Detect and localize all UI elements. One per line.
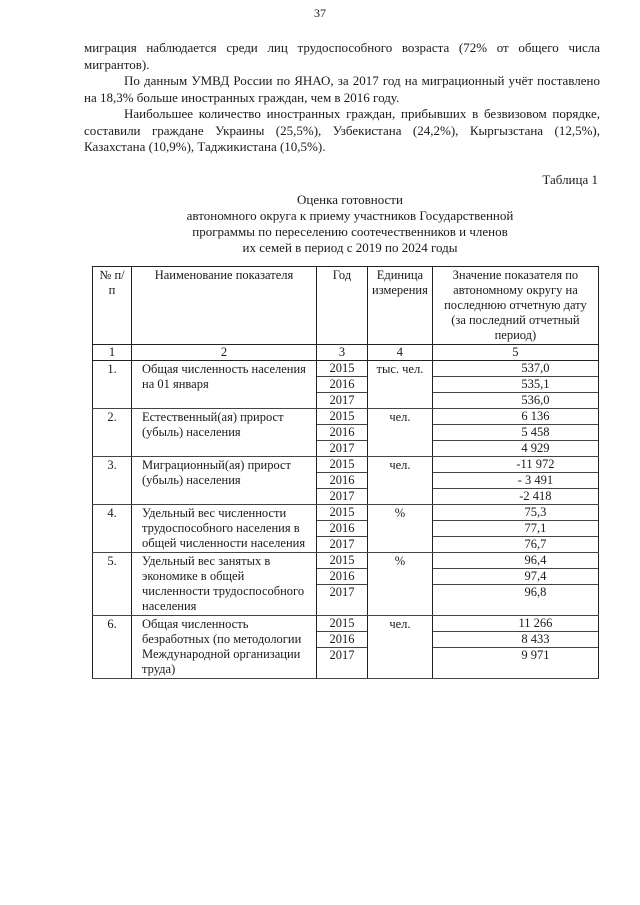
column-number: 1 <box>93 345 132 361</box>
unit-cell: чел. <box>368 457 433 505</box>
table-title <box>150 192 550 256</box>
indicator-value: 97,4 <box>433 569 598 585</box>
year-value: 2017 <box>329 648 355 662</box>
table-row <box>93 361 599 409</box>
value-cell <box>432 361 598 409</box>
row-number: 3. <box>93 457 132 505</box>
year-value: 2016 <box>317 473 367 489</box>
table-title-line: программы по переселению соотечественников и членов <box>192 224 508 239</box>
row-number: 1. <box>93 361 132 409</box>
indicator-name: Миграционный(ая) прирост (убыль) населения <box>132 457 317 505</box>
year-value: 2017 <box>329 393 355 407</box>
table-label: Таблица 1 <box>542 172 598 187</box>
year-value: 2015 <box>317 409 367 425</box>
year-value: 2016 <box>317 569 367 585</box>
table-row <box>93 505 599 553</box>
indicator-value: 11 266 <box>433 616 598 632</box>
header-name: Наименование показателя <box>132 267 317 345</box>
paragraph-3: Наибольшее количество иностранных граждан, прибывших в безвизовом порядке, составили граждане Украины (25,5%), Узбекистана (24,2%), Кыргызстана (12,5%), Казахстана (10,9%), Таджикистана (10,5%). <box>84 106 600 154</box>
value-cell <box>432 505 598 553</box>
year-cell <box>317 457 368 505</box>
year-value: 2016 <box>317 521 367 537</box>
year-value: 2016 <box>317 377 367 393</box>
table-title-line: Оценка готовности <box>297 192 403 207</box>
row-number: 6. <box>93 616 132 679</box>
indicator-name: Общая численность населения на 01 января <box>132 361 317 409</box>
indicator-value: 8 433 <box>433 632 598 648</box>
table-title-line: их семей в период с 2019 по 2024 годы <box>242 240 458 255</box>
unit-cell: чел. <box>368 409 433 457</box>
table-header-row <box>93 267 599 345</box>
year-value: 2015 <box>317 505 367 521</box>
column-number: 2 <box>132 345 317 361</box>
paragraph-1: миграция наблюдается среди лиц трудоспособного возраста (72% от общего числа мигрантов). <box>84 40 600 72</box>
header-value: Значение показателя по автономному округу на последнюю отчетную дату (за последний отчетный период) <box>432 267 598 345</box>
header-year: Год <box>317 267 368 345</box>
page-number: 37 <box>314 6 326 20</box>
indicator-name: Удельный вес численности трудоспособного населения в общей численности населения <box>132 505 317 553</box>
unit-cell: % <box>368 505 433 553</box>
table-title-line: автономного округа к приему участников Государственной <box>186 208 514 223</box>
table-row <box>93 553 599 616</box>
body-text <box>84 40 600 156</box>
year-value: 2017 <box>329 489 355 503</box>
value-cell <box>432 616 598 679</box>
indicator-value: 76,7 <box>524 537 547 551</box>
year-value: 2017 <box>329 441 355 455</box>
year-cell <box>317 361 368 409</box>
paragraph-2: По данным УМВД России по ЯНАО, за 2017 год на миграционный учёт поставлено на 18,3% больше иностранных граждан, чем в 2016 году. <box>84 73 600 105</box>
value-cell <box>432 409 598 457</box>
indicator-value: 9 971 <box>521 648 550 662</box>
unit-cell: чел. <box>368 616 433 679</box>
table-row <box>93 457 599 505</box>
year-cell <box>317 616 368 679</box>
indicator-value: 535,1 <box>433 377 598 393</box>
row-number: 2. <box>93 409 132 457</box>
column-number: 5 <box>432 345 598 361</box>
indicator-value: 536,0 <box>521 393 550 407</box>
indicator-value: 537,0 <box>433 361 598 377</box>
column-number: 3 <box>317 345 368 361</box>
row-number: 5. <box>93 553 132 616</box>
column-number: 4 <box>368 345 433 361</box>
indicator-value: -11 972 <box>433 457 598 473</box>
value-cell <box>432 457 598 505</box>
year-value: 2016 <box>317 632 367 648</box>
table-row <box>93 409 599 457</box>
year-cell <box>317 409 368 457</box>
indicator-value: - 3 491 <box>433 473 598 489</box>
indicator-name: Естественный(ая) прирост (убыль) населения <box>132 409 317 457</box>
year-value: 2015 <box>317 553 367 569</box>
indicator-value: 77,1 <box>433 521 598 537</box>
unit-cell: тыс. чел. <box>368 361 433 409</box>
row-number: 4. <box>93 505 132 553</box>
header-unit: Единица измерения <box>368 267 433 345</box>
year-value: 2016 <box>317 425 367 441</box>
readiness-table <box>92 266 599 679</box>
unit-cell: % <box>368 553 433 616</box>
indicator-name: Удельный вес занятых в экономике в общей численности трудоспособного населения <box>132 553 317 616</box>
indicator-value: 4 929 <box>521 441 550 455</box>
year-cell <box>317 505 368 553</box>
indicator-value: 96,4 <box>433 553 598 569</box>
indicator-value: 96,8 <box>524 585 547 599</box>
indicator-name: Общая численность безработных (по методологии Международной организации труда) <box>132 616 317 679</box>
year-cell <box>317 553 368 616</box>
indicator-value: 75,3 <box>433 505 598 521</box>
year-value: 2017 <box>329 585 355 599</box>
year-value: 2015 <box>317 361 367 377</box>
value-cell <box>432 553 598 616</box>
indicator-value: 6 136 <box>433 409 598 425</box>
table-row <box>93 616 599 679</box>
indicator-value: 5 458 <box>433 425 598 441</box>
year-value: 2017 <box>329 537 355 551</box>
column-numbers-row <box>93 345 599 361</box>
year-value: 2015 <box>317 457 367 473</box>
indicator-value: -2 418 <box>519 489 552 503</box>
header-no: № п/п <box>93 267 132 345</box>
year-value: 2015 <box>317 616 367 632</box>
